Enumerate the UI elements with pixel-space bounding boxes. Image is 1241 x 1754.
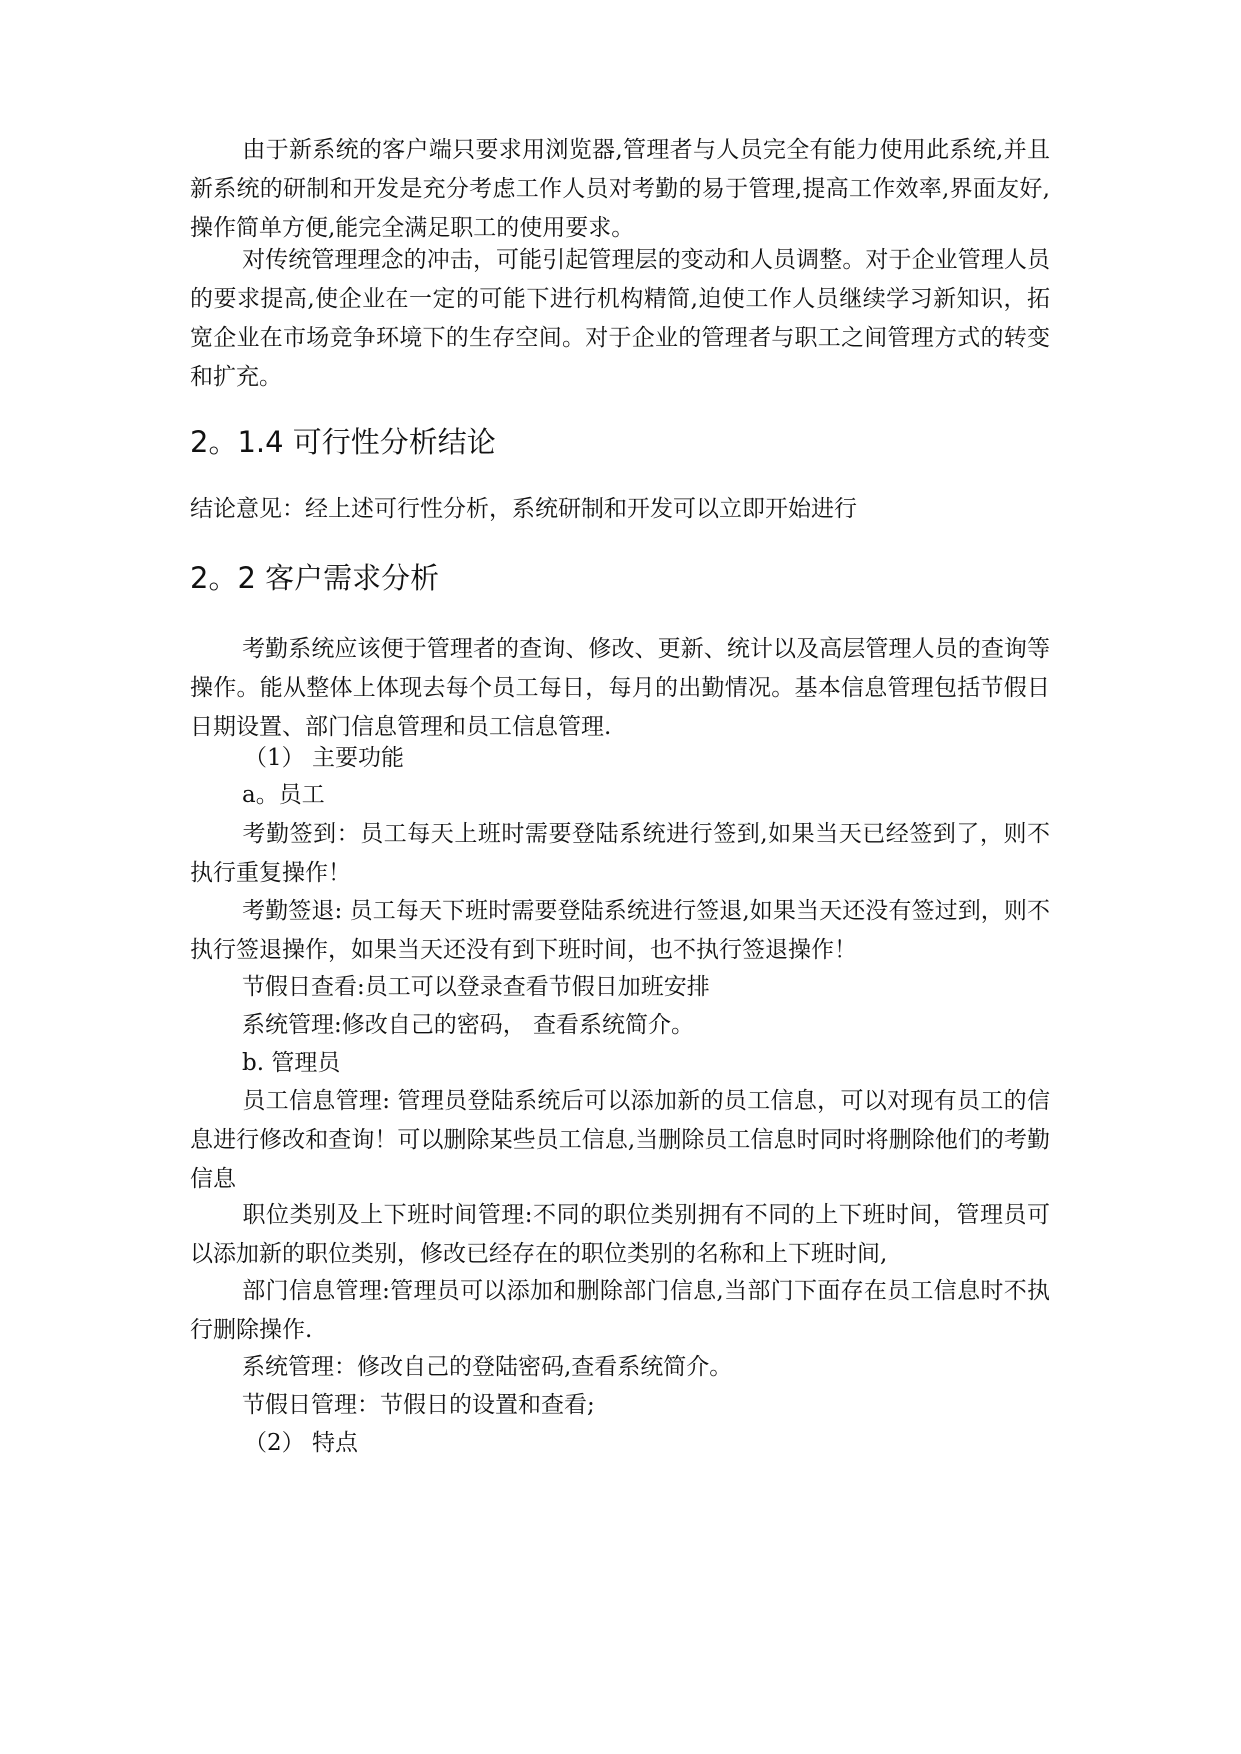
section-heading-requirements: 2。2 客户需求分析: [190, 561, 440, 595]
list-item-administrator: b. 管理员: [242, 1050, 341, 1076]
paragraph-sign-out: 考勤签退: 员工每天下班时需要登陆系统进行签退,如果当天还没有签过到，则不执行签退操作，如果当天还没有到下班时间，也不执行签退操作！: [190, 898, 1050, 963]
section-heading-feasibility-conclusion: 2。1.4 可行性分析结论: [190, 425, 496, 459]
list-item-main-functions: （1） 主要功能: [244, 745, 404, 771]
paragraph-requirements-overview: 考勤系统应该便于管理者的查询、修改、更新、统计以及高层管理人员的查询等操作。能从整体上体现去每个员工每日，每月的出勤情况。基本信息管理包括节假日日期设置、部门信息管理和员工信息管理.: [190, 636, 1050, 740]
conclusion-text: 结论意见：经上述可行性分析，系统研制和开发可以立即开始进行: [190, 496, 857, 522]
paragraph-system-management-admin: 系统管理：修改自己的登陆密码,查看系统简介。: [242, 1354, 733, 1380]
list-item-features: （2） 特点: [244, 1430, 358, 1456]
paragraph-client-browser: 由于新系统的客户端只要求用浏览器,管理者与人员完全有能力使用此系统,并且新系统的研制和开发是充分考虑工作人员对考勤的易于管理,提高工作效率,界面友好,操作简单方便,能完全满足职工的使用要求。: [190, 137, 1050, 241]
paragraph-management-impact: 对传统管理理念的冲击，可能引起管理层的变动和人员调整。对于企业管理人员的要求提高,使企业在一定的可能下进行机构精简,迫使工作人员继续学习新知识，拓宽企业在市场竞争环境下的生存空间。对于企业的管理者与职工之间管理方式的转变和扩充。: [190, 247, 1050, 390]
paragraph-sign-in: 考勤签到：员工每天上班时需要登陆系统进行签到,如果当天已经签到了，则不执行重复操作！: [190, 821, 1050, 886]
paragraph-employee-info-management: 员工信息管理: 管理员登陆系统后可以添加新的员工信息，可以对现有员工的信息进行修改和查询！可以删除某些员工信息,当删除员工信息时同时将删除他们的考勤信息: [190, 1088, 1050, 1192]
paragraph-holiday-management: 节假日管理：节假日的设置和查看;: [242, 1392, 595, 1418]
paragraph-holiday-view: 节假日查看:员工可以登录查看节假日加班安排: [242, 974, 710, 1000]
paragraph-department-management: 部门信息管理:管理员可以添加和删除部门信息,当部门下面存在员工信息时不执行删除操作.: [190, 1278, 1050, 1343]
paragraph-position-management: 职位类别及上下班时间管理:不同的职位类别拥有不同的上下班时间，管理员可以添加新的职位类别，修改已经存在的职位类别的名称和上下班时间,: [190, 1202, 1050, 1267]
list-item-employee: a。员工: [242, 782, 325, 808]
paragraph-system-management-employee: 系统管理:修改自己的密码， 查看系统简介。: [242, 1012, 695, 1038]
